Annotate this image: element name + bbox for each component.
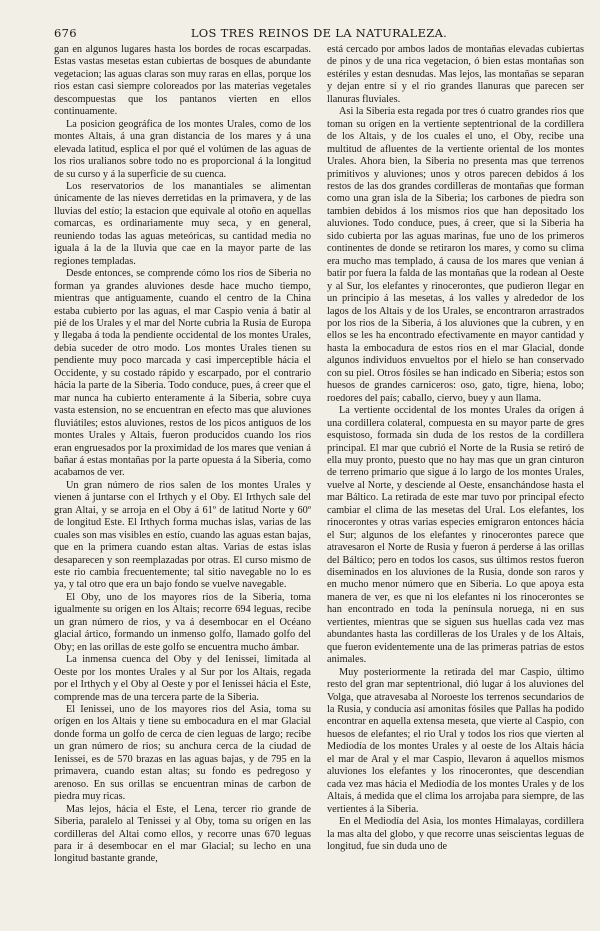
- text-columns: [54, 44, 584, 924]
- page-number: 676: [54, 26, 77, 40]
- running-title: LOS TRES REINOS DE LA NATURALEZA.: [190, 26, 448, 40]
- column-right: [327, 44, 584, 924]
- paragraph: gan en algunos lugares hasta los bordes de rocas escarpadas. Estas vastas mesetas estan cubiertas de bosques de abundante vegetacion; las aguas claras son muy raras en ellas, porque los rios estan casi siempre coloreados por las materias vegetales descompuestas que los pantanos vierten en ellos continuamente.: [54, 44, 311, 118]
- paragraph: Asi la Siberia esta regada por tres ó cuatro grandes rios que toman su orígen en la vertiente septentrional de la cordillera de los Altais, y de los cuales el uno, el Oby, recibe una multitud de afluentes de la vertiente oriental de los montes Urales. Ahora bien, la Siberia no presenta mas que terrenos primitivos y aluviones; unos y otros parecen debidos á los restos de las dos grandes cordilleras de montañas que forman como una gran isla de la Siberia; los carbones de piedra son tambien debidos á los mismos rios que han depositado los aluviones. Todo conduce, pues, á creer, que si la Siberia ha sido cubierta por las aguas marinas, fue uno de los primeros continentes de donde se retiraron los mares, y como su clima era mucho mas templado, á causa de los mares que venian á batir por fuera la falda de las montañas que la rodean al Oeste y al Sur, los elefantes y rinocerontes, que pudieron llegar en un principio á las mesetas, á los valles y alrededor de los lagos de los Altais y de los Urales, se encontraron arrastrados por los rios de la Siberia, á los aluviones que la cubren, y en ellos se les ha encontrado efectivamente en mayor cantidad y hasta la embocadura de estos rios en el mar Glacial, donde algunos individuos envueltos por el hielo se han conservado con su piel. Otros fósiles se han indicado en Siberia; estos son huesos de grandes carniceros: oso, gato, tigre, hiena, lobo; roedores del país; caballo, ciervo, buey y aun llama.: [327, 106, 584, 404]
- paragraph: En el Mediodía del Asia, los montes Himalayas, cordillera la mas alta del globo, y que recorre unas seiscientas leguas de longitud, fue sin duda uno de: [327, 816, 584, 852]
- paragraph: Mas lejos, hácia el Este, el Lena, tercer rio grande de Siberia, paralelo al Tenissei y al Oby, toma su orígen en las cordilleras del Altai como ellos, y recorre unas 670 leguas para ir á desembocar en el mar Glacial; su lecho en una longitud bastante grande,: [54, 803, 311, 865]
- paragraph: La vertiente occidental de los montes Urales da orígen á una cordillera colateral, compuesta en su mayor parte de gres esquistoso, formada sin duda de los restos de la cordillera principal. El mar que cubrió el Norte de la Rusia se retiró de ella muy pronto, puesto que no hay mas que un gran cinturon de terreno primario que sigue á lo largo de los montes Urales, vuelve al Norte, y desciende al Oeste, ensanchándose hasta el mar Báltico. La retirada de este mar tuvo por principal efecto cambiar el clima de las mesetas del Ural. Los elefantes, los rinocerontes y otras varias especies emigraron entonces hácia el Sur; algunos de los elefantes y rinocerontes parece que atravesaron el Norte de Rusia y fueron á perderse á las orillas del Báltico; pero en todos los casos, sus últimos restos fueron diseminados en los aluviones de la Rusia, donde son raros y en mucho menor número que en Siberia. Lo que apoya esta manera de ver, es que ni los elefantes ni los rinocerontes se han encontrado en toda la península noruega, ni en sus vertientes, mientras que se siguen sus huellas cada vez mas abundantes hasta las cordilleras de los Urales y de los Altais, que fueron evidentemente una de las primeras patrias de estos animales.: [327, 405, 584, 666]
- paragraph: está cercado por ambos lados de montañas elevadas cubiertas de pinos y de una rica vegetacion, ó bien estas montañas son estériles y estan desnudas. Mas lejos, las montañas se separan y dejan entre sí y el rio grandes llanuras que parecen ser llanuras fluviales.: [327, 44, 584, 105]
- running-header: [54, 26, 584, 42]
- paragraph: El Ienissei, uno de los mayores rios del Asia, toma su orígen en los Altais y tiene su embocadura en el mar Glacial donde forma un golfo de cerca de cien leguas de largo; recibe un gran número de rios; su anchura cerca de la ciudad de Ienissei, es de 570 brazas en las aguas bajas, y de 795 en la primavera, cuando estan altas; su fondo es pedregoso y arenoso. En sus orillas se encuentran minas de carbon de piedra muy ricas.: [54, 704, 311, 803]
- paragraph: La inmensa cuenca del Oby y del Ienissei, limitada al Oeste por los montes Urales y al Sur por los Altais, regada por el Irthych y el Oby al Oeste y por el Ienissei hácia el Este, comprende mas de una tercera parte de la Siberia.: [54, 654, 311, 703]
- paragraph: La posicion geográfica de los montes Urales, como de los montes Altais, á una gran distancia de los mares y á una elevada latitud, esplica el por qué el volúmen de las aguas de los rios uralianos sobre todo no es proporcional á la longitud de su curso y á la superficie de su cuenca.: [54, 118, 311, 180]
- column-left: [54, 44, 311, 924]
- paragraph: Desde entonces, se comprende cómo los rios de Siberia no forman ya grandes aluviones desde hace mucho tiempo, mientras que antiguamente, cuando el centro de la China estaba cubierto por las aguas, el mar Caspio venia á batir al pié de los Urales y el mar del Norte cubria la Rusia de Europa y llegaba á toda la pendiente occidental de los montes Urales, debia suceder de otro modo. Los montes Urales tienen su pendiente muy poco marcada y casi imperceptible hácia el Occidente, y su costado rápido y escarpado, por el contrario hácia la parte de la Siberia. Todo conduce, pues, á creer que el mar nunca ha cubierto enteramente á la Siberia, sobre cuya vasta estension, no se encuentran en efecto mas que aluviones fluviátiles; estos aluviones, restos de los picos antiguos de los montes Urales y Altais, fueron producidos cuando los rios eran engruesados por la proximidad de los mares que venian á bañar á estas montañas por la parte opuesta á la Siberia, como acabamos de ver.: [54, 268, 311, 479]
- paragraph: El Oby, uno de los mayores rios de la Siberia, toma igualmente su orígen en los Altais; recorre 694 leguas, recibe un gran número de rios, y va á desembocar en el Océano glacial ártico, formando un inmenso golfo, llamado golfo del Oby; en las orillas de este golfo se encuentra mucho ámbar.: [54, 591, 311, 653]
- paragraph: Un gran número de rios salen de los montes Urales y vienen á juntarse con el Irthych y el Oby. El Irthych sale del gran Altai, y se arroja en el Oby á 61º de latitud Norte y 60º de longitud Este. El Irthych forma muchas islas, varias de las cuales son mas visibles en estío, cuando las aguas estan bajas, que en la primera cuando estan altas. Varias de estas islas desaparecen y son reemplazadas por otras. El curso mismo de este rio cambia frecuentemente; tal sitio navegable no lo es ya, y tal otro que era un bajo fondo se vuelve navegable.: [54, 479, 311, 591]
- paragraph: Los reservatorios de los manantiales se alimentan únicamente de las nieves derretidas en la primavera, y de las lluvias del estío; la estacion que equivale al otoño en aquellas comarcas, es ordinariamente muy seca, y en general, reuniendo todas las aguas meteóricas, su cantidad media no iguala á la de la lluvia que cae en la mayor parte de las regiones templadas.: [54, 180, 311, 267]
- paragraph: Muy posteriormente la retirada del mar Caspio, último resto del gran mar septentrional, dió lugar á los aluviones del Volga, que atravesaba al Noroeste los terrenos secundarios de la Rusia, y conducia así amonitas fósiles que Pallas ha podido encontrar en aquella extensa meseta, que vierte al Caspio, con huesos de elefantes; el rio Ural y todos los rios que vierten al Mediodía de los montes Urales y al oeste de los Altais hácia el mar de Aral y el mar Caspio, llevaron á aquellos mismos aluviones los elefantes y los rinocerontes, que descendian cada vez mas hácia el Mediodía de los montes Urales y de los Altais, á medida que el clima los arrojaba para siempre, de las vertientes á la Siberia.: [327, 666, 584, 815]
